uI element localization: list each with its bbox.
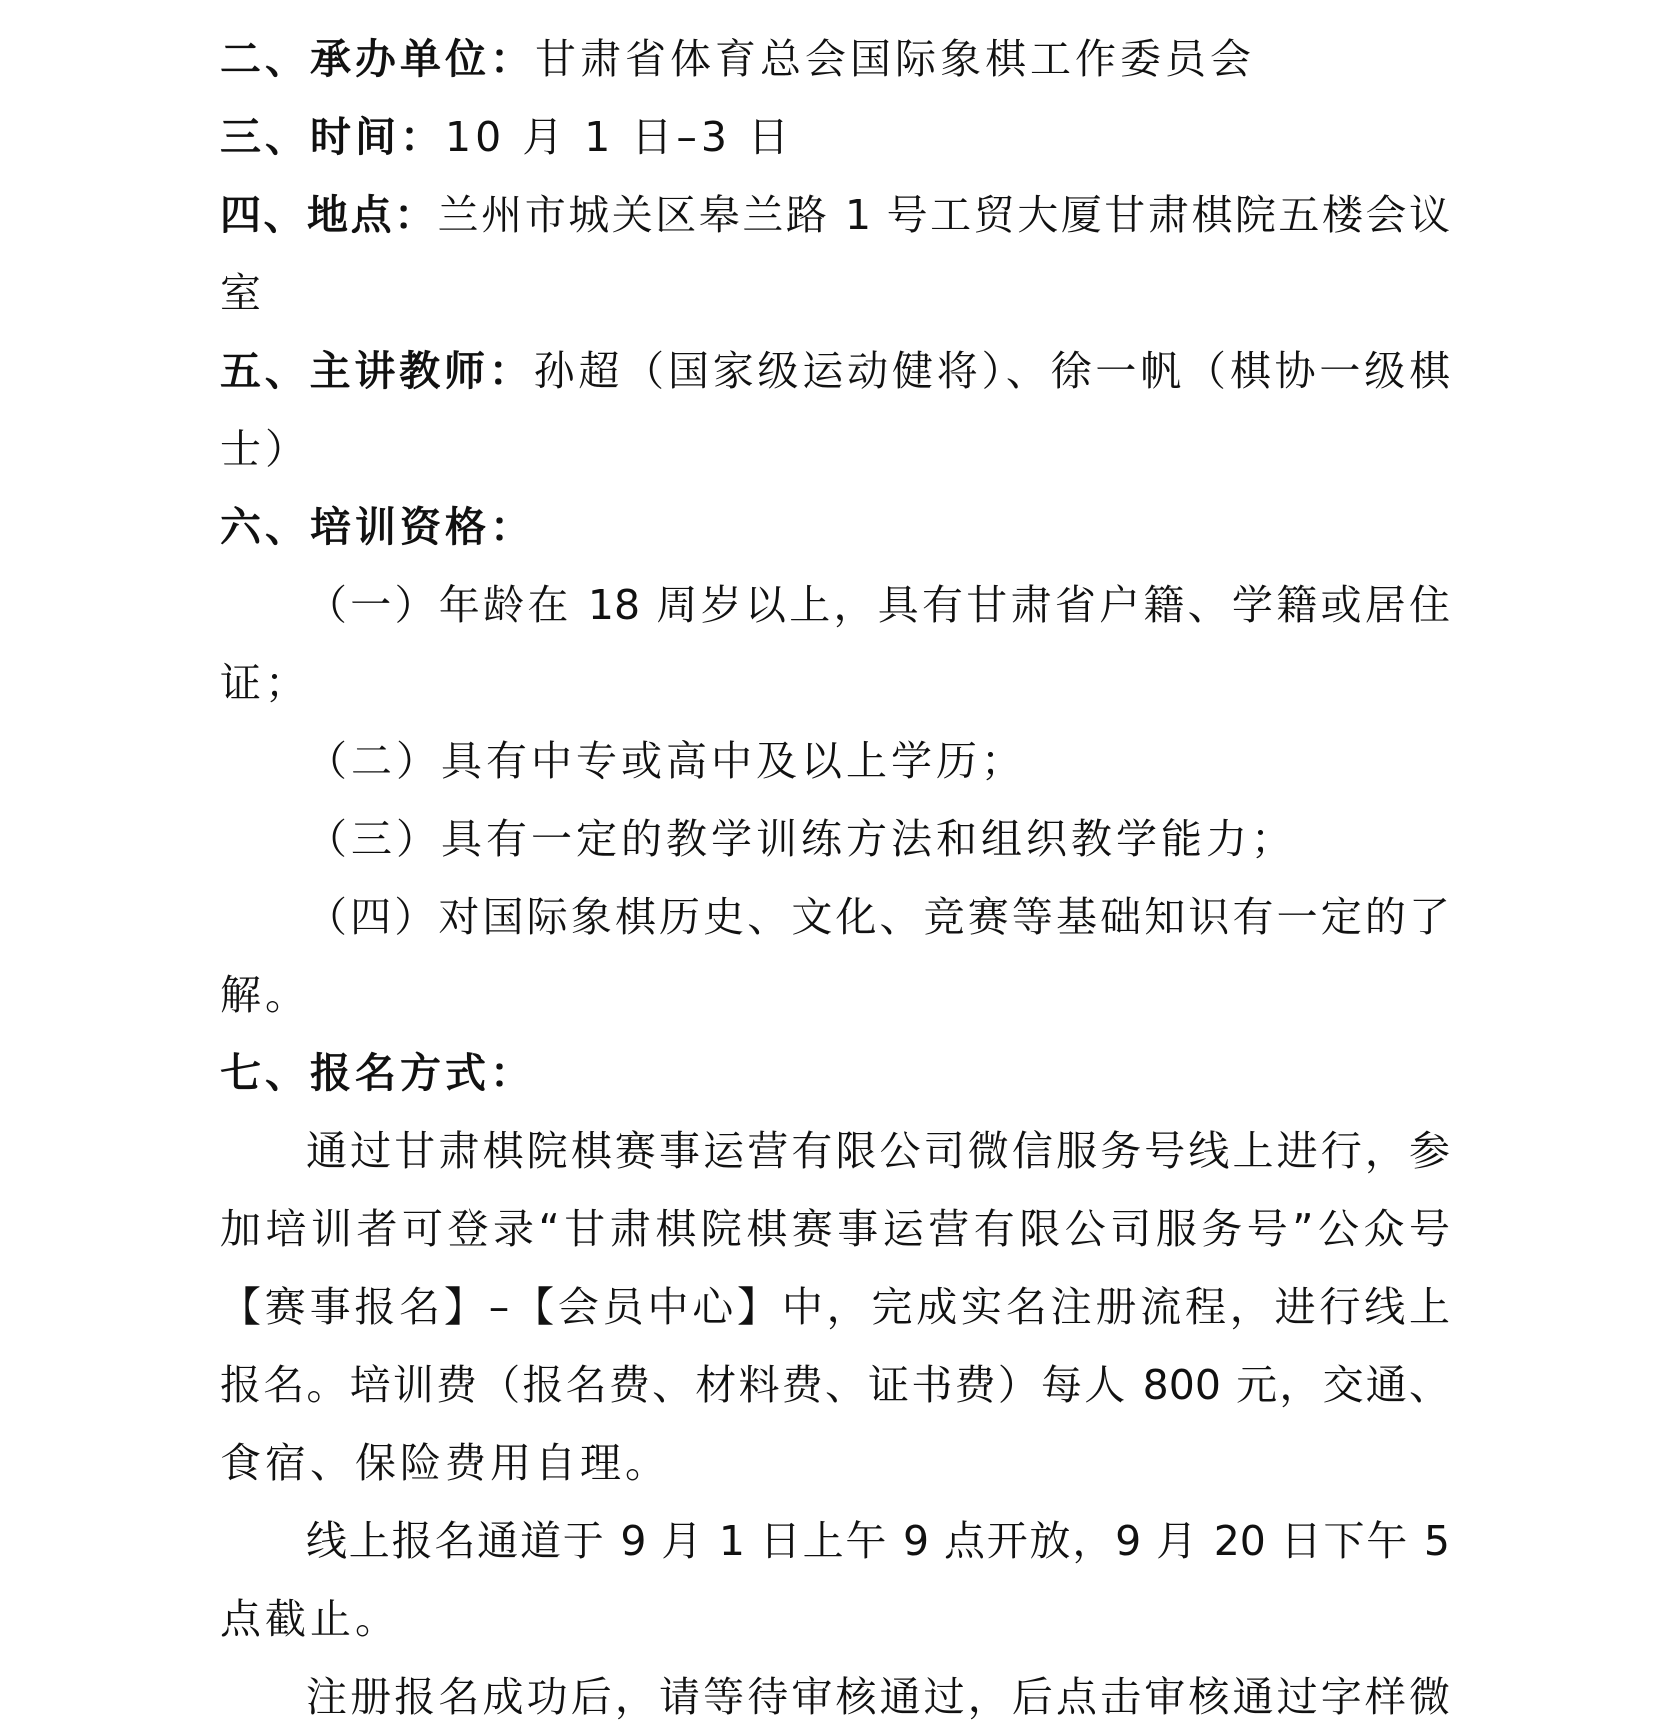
organizer-text: 甘肃省体育总会国际象棋工作委员会 bbox=[535, 35, 1255, 83]
registration-p1-line-4: 报名。培训费（报名费、材料费、证书费）每人 800 元，交通、 bbox=[220, 1361, 1450, 1409]
registration-p3-line-1: 注册报名成功后，请等待审核通过，后点击审核通过字样微 bbox=[306, 1673, 1450, 1721]
qualification-item-1-line-1: （一）年龄在 18 周岁以上，具有甘肃省户籍、学籍或居住 bbox=[306, 581, 1450, 629]
registration-heading: 七、报名方式： bbox=[220, 1049, 535, 1097]
time-heading: 三、时间： bbox=[220, 113, 445, 161]
time-line bbox=[220, 98, 1450, 176]
registration-p1-line-2: 加培训者可登录“甘肃棋院棋赛事运营有限公司服务号”公众号 bbox=[220, 1205, 1450, 1253]
organizer-heading: 二、承办单位： bbox=[220, 35, 535, 83]
registration-p1-line-1: 通过甘肃棋院棋赛事运营有限公司微信服务号线上进行，参 bbox=[306, 1127, 1450, 1175]
location-text-1: 兰州市城关区皋兰路 1 号工贸大厦甘肃棋院五楼会议 bbox=[437, 191, 1450, 239]
qualification-item-4-line-1: （四）对国际象棋历史、文化、竞赛等基础知识有一定的了 bbox=[306, 893, 1450, 941]
teachers-line-1 bbox=[220, 332, 1450, 410]
qualification-item-2: （二）具有中专或高中及以上学历； bbox=[306, 737, 1026, 785]
registration-p1-line-3: 【赛事报名】–【会员中心】中，完成实名注册流程，进行线上 bbox=[220, 1283, 1450, 1331]
qualification-item-3: （三）具有一定的教学训练方法和组织教学能力； bbox=[306, 815, 1296, 863]
time-text: 10 月 1 日–3 日 bbox=[445, 113, 793, 161]
document-body bbox=[220, 20, 1450, 1736]
qualification-heading: 六、培训资格： bbox=[220, 503, 535, 551]
teachers-heading: 五、主讲教师： bbox=[220, 347, 534, 395]
qualification-item-4-line-2: 解。 bbox=[220, 971, 310, 1019]
qualification-item-1-line-2: 证； bbox=[220, 659, 310, 707]
teachers-line-2: 士） bbox=[220, 425, 310, 473]
location-line-2: 室 bbox=[220, 269, 265, 317]
registration-p1-line-5: 食宿、保险费用自理。 bbox=[220, 1439, 670, 1487]
organizer-line bbox=[220, 20, 1450, 98]
location-line-1 bbox=[220, 176, 1450, 254]
registration-p2-line-1: 线上报名通道于 9 月 1 日上午 9 点开放，9 月 20 日下午 5 bbox=[306, 1517, 1450, 1565]
teachers-text-1: 孙超（国家级运动健将）、徐一帆（棋协一级棋 bbox=[533, 347, 1451, 395]
location-heading: 四、地点： bbox=[220, 191, 438, 239]
registration-p2-line-2: 点截止。 bbox=[220, 1595, 400, 1643]
